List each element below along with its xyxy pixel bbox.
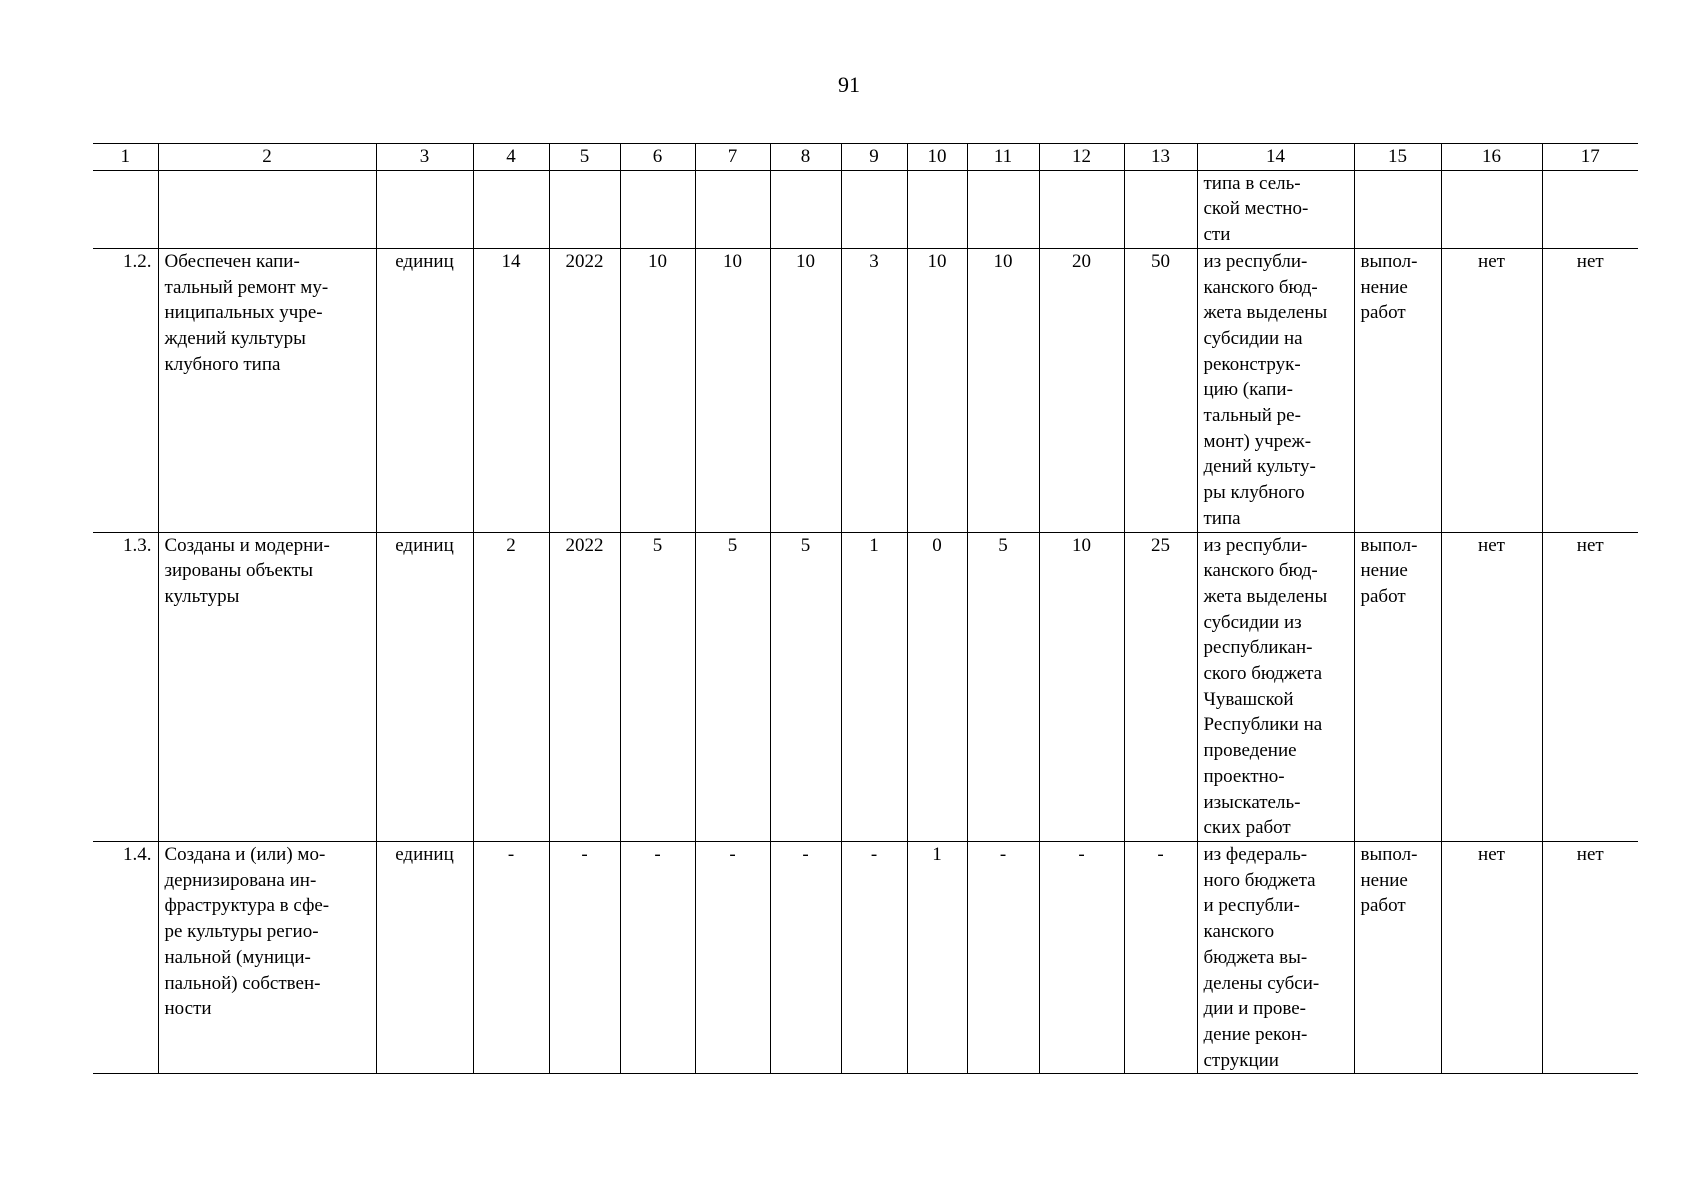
flag-cell	[1542, 170, 1638, 248]
description-cell: из республи- канского бюд- жета выделены субсидии из республикан- ского бюджета Чувашской Республики на проведение проектно- изыскатель- ских работ	[1197, 532, 1354, 841]
result-cell: выпол- нение работ	[1354, 248, 1441, 532]
table-row	[93, 532, 1638, 841]
value-cell: 2022	[549, 532, 620, 841]
description-cell: из республи- канского бюд- жета выделены субсидии на реконструк- цию (капи- тальный ре- монт) учреж- дений культу- ры клубного типа	[1197, 248, 1354, 532]
column-header: 2	[158, 144, 376, 171]
value-cell: 0	[907, 532, 967, 841]
indicator-name	[158, 170, 376, 248]
page-number: 91	[838, 72, 860, 97]
value-cell	[1124, 170, 1197, 248]
value-cell	[620, 170, 695, 248]
column-number-row	[93, 144, 1638, 171]
column-header: 3	[376, 144, 473, 171]
column-header: 16	[1441, 144, 1542, 171]
flag-cell: нет	[1441, 532, 1542, 841]
unit-cell	[376, 170, 473, 248]
value-cell: 5	[770, 532, 841, 841]
unit-cell: единиц	[376, 841, 473, 1073]
row-number: 1.4.	[93, 841, 158, 1073]
value-cell: -	[841, 841, 907, 1073]
value-cell: 10	[1039, 532, 1124, 841]
value-cell	[1039, 170, 1124, 248]
row-number: 1.2.	[93, 248, 158, 532]
flag-cell: нет	[1441, 841, 1542, 1073]
value-cell: 10	[620, 248, 695, 532]
value-cell	[841, 170, 907, 248]
value-cell: -	[473, 841, 549, 1073]
column-header: 13	[1124, 144, 1197, 171]
value-cell: -	[967, 841, 1039, 1073]
value-cell: 3	[841, 248, 907, 532]
value-cell: 2	[473, 532, 549, 841]
table-row	[93, 170, 1638, 248]
column-header: 8	[770, 144, 841, 171]
value-cell	[549, 170, 620, 248]
value-cell: 20	[1039, 248, 1124, 532]
indicators-table	[93, 143, 1638, 1074]
value-cell: 14	[473, 248, 549, 532]
column-header: 14	[1197, 144, 1354, 171]
column-header: 10	[907, 144, 967, 171]
value-cell: 10	[907, 248, 967, 532]
column-header: 17	[1542, 144, 1638, 171]
value-cell: -	[549, 841, 620, 1073]
value-cell: 1	[841, 532, 907, 841]
column-header: 7	[695, 144, 770, 171]
column-header: 15	[1354, 144, 1441, 171]
value-cell: 2022	[549, 248, 620, 532]
column-header: 4	[473, 144, 549, 171]
value-cell	[907, 170, 967, 248]
result-cell: выпол- нение работ	[1354, 532, 1441, 841]
row-number	[93, 170, 158, 248]
value-cell: -	[1124, 841, 1197, 1073]
value-cell: 50	[1124, 248, 1197, 532]
value-cell	[770, 170, 841, 248]
flag-cell	[1441, 170, 1542, 248]
value-cell: -	[770, 841, 841, 1073]
value-cell: 5	[620, 532, 695, 841]
column-header: 6	[620, 144, 695, 171]
value-cell: 10	[695, 248, 770, 532]
description-cell: из федераль- ного бюджета и республи- канского бюджета вы- делены субси- дии и прове- дение рекон- струкции	[1197, 841, 1354, 1073]
flag-cell: нет	[1542, 841, 1638, 1073]
value-cell: 25	[1124, 532, 1197, 841]
value-cell	[473, 170, 549, 248]
unit-cell: единиц	[376, 532, 473, 841]
value-cell: 10	[967, 248, 1039, 532]
column-header: 11	[967, 144, 1039, 171]
indicator-name: Создана и (или) мо- дернизирована ин- фраструктура в сфе- ре культуры регио- нальной (муници- пальной) собствен- ности	[158, 841, 376, 1073]
indicator-name: Созданы и модерни- зированы объекты культуры	[158, 532, 376, 841]
value-cell: -	[695, 841, 770, 1073]
value-cell: 5	[695, 532, 770, 841]
column-header: 1	[93, 144, 158, 171]
value-cell: 10	[770, 248, 841, 532]
value-cell: -	[1039, 841, 1124, 1073]
value-cell	[967, 170, 1039, 248]
column-header: 9	[841, 144, 907, 171]
flag-cell: нет	[1542, 532, 1638, 841]
value-cell	[695, 170, 770, 248]
table-row	[93, 248, 1638, 532]
unit-cell: единиц	[376, 248, 473, 532]
table-row	[93, 841, 1638, 1073]
description-cell: типа в сель- ской местно- сти	[1197, 170, 1354, 248]
result-cell: выпол- нение работ	[1354, 841, 1441, 1073]
flag-cell: нет	[1542, 248, 1638, 532]
column-header: 12	[1039, 144, 1124, 171]
value-cell: -	[620, 841, 695, 1073]
result-cell	[1354, 170, 1441, 248]
row-number: 1.3.	[93, 532, 158, 841]
column-header: 5	[549, 144, 620, 171]
value-cell: 5	[967, 532, 1039, 841]
flag-cell: нет	[1441, 248, 1542, 532]
indicator-name: Обеспечен капи- тальный ремонт му- ниципальных учре- ждений культуры клубного типа	[158, 248, 376, 532]
value-cell: 1	[907, 841, 967, 1073]
